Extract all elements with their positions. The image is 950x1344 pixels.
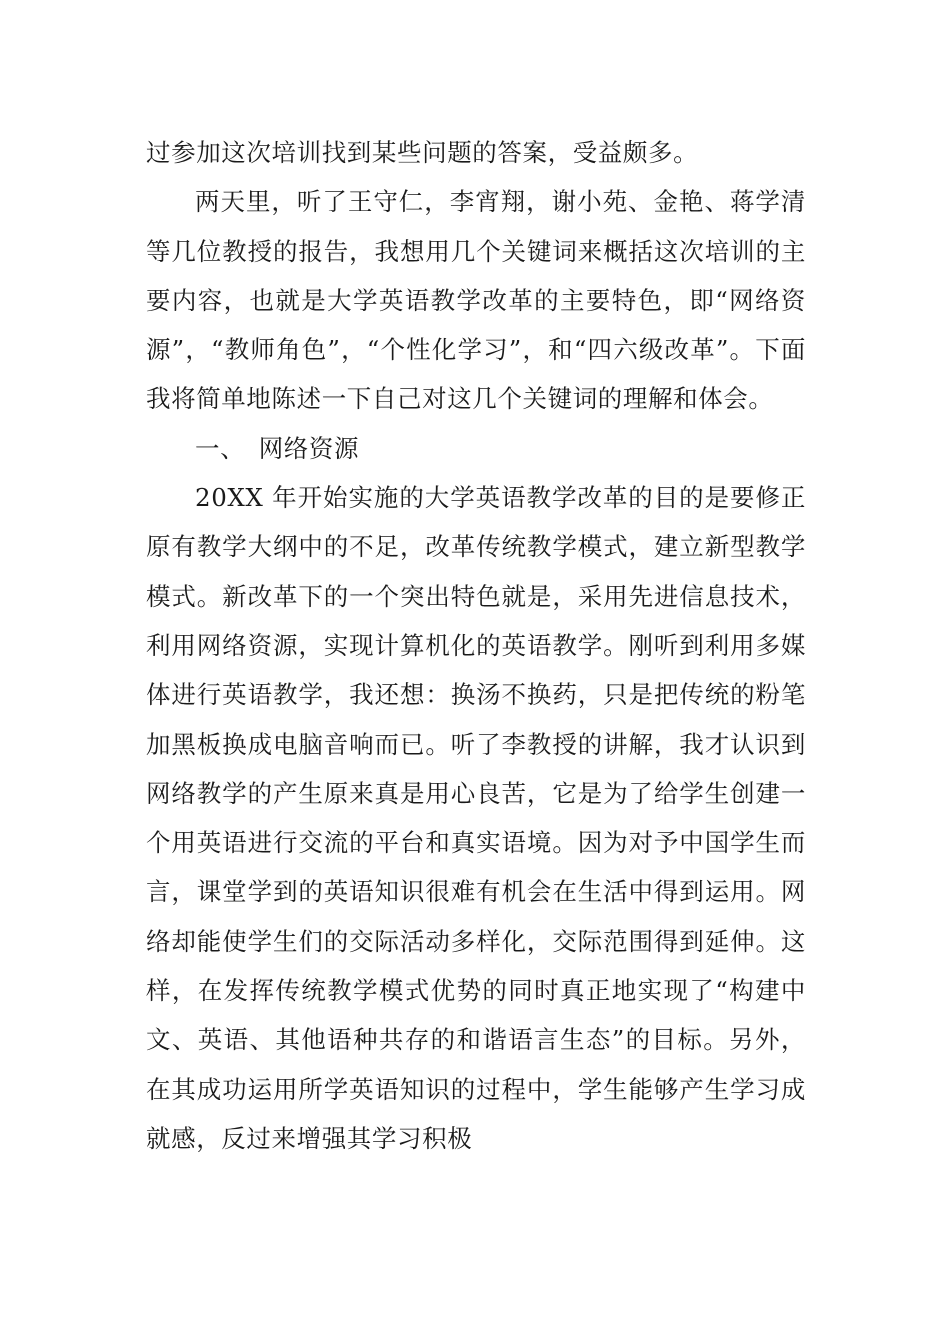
paragraph-keywords-intro: 两天里，听了王守仁，李宵翔，谢小苑、金艳、蒋学清等几位教授的报告，我想用几个关键词来概括这次培训的主要内容，也就是大学英语教学改革的主要特色，即“网络资源”，“教师角色”，“个性化学习”，和“四六级改革”。下面我将简单地陈述一下自己对这几个关键词的理解和体会。 (146, 187, 806, 414)
document-body (146, 128, 806, 1163)
section-heading-network-resources (146, 424, 806, 473)
section-title: 网络资源 (258, 433, 360, 463)
paragraph-network-resources: 20XX 年开始实施的大学英语教学改革的目的是要修正原有教学大纲中的不足，改革传统教学模式，建立新型教学模式。新改革下的一个突出特色就是，采用先进信息技术，利用网络资源，实现计算机化的英语教学。刚听到利用多媒体进行英语教学，我还想：换汤不换药，只是把传统的粉笔加黑板换成电脑音响而已。听了李教授的讲解，我才认识到网络教学的产生原来真是用心良苦，它是为了给学生创建一个用英语进行交流的平台和真实语境。因为对予中国学生而言，课堂学到的英语知识很难有机会在生活中得到运用。网络却能使学生们的交际活动多样化，交际范围得到延伸。这样，在发挥传统教学模式优势的同时真正地实现了“构建中文、英语、其他语种共存的和谐语言生态”的目标。另外，在其成功运用所学英语知识的过程中，学生能够产生学习成就感，反过来增强其学习积极 (146, 483, 806, 1153)
section-number: 一、 (195, 433, 246, 463)
paragraph-continuation: 过参加这次培训找到某些问题的答案，受益颇多。 (146, 138, 699, 167)
